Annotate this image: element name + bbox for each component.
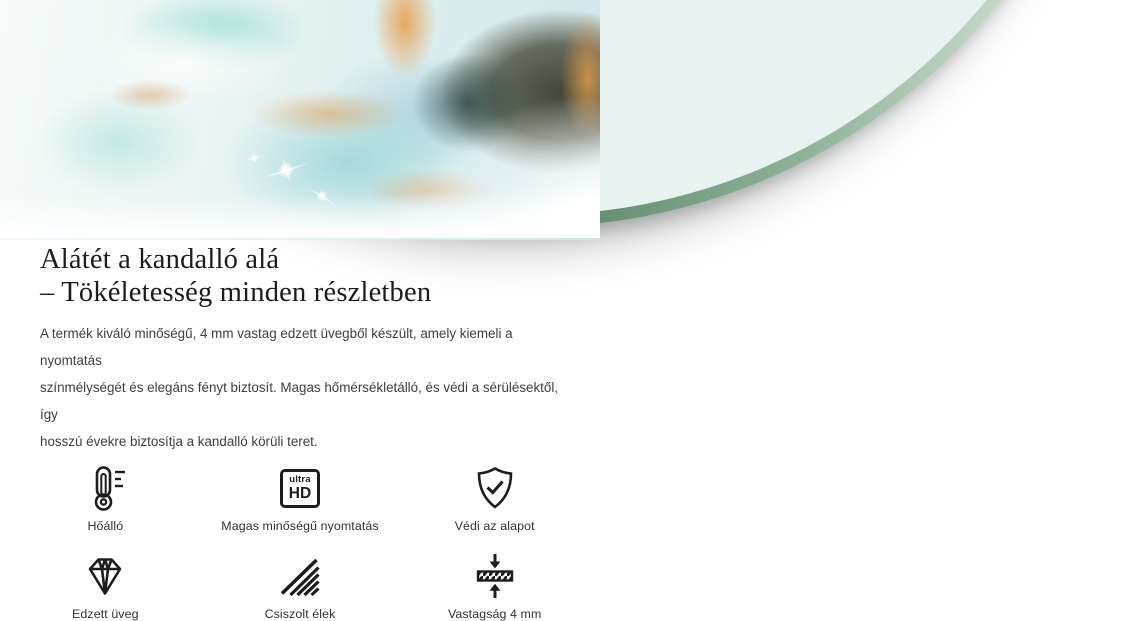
- polished-edges-icon: [276, 553, 324, 599]
- thickness-4mm-icon: [471, 553, 519, 599]
- marble-texture: [0, 0, 600, 240]
- product-hero-image: [0, 0, 600, 238]
- glass-plate-artwork: [0, 0, 1120, 215]
- product-description: [40, 320, 560, 455]
- feature-tempered-glass: [8, 553, 203, 621]
- feature-print-quality: [203, 465, 398, 533]
- shield-check-icon: [471, 465, 519, 511]
- feature-label: Magas minőségű nyomtatás: [221, 519, 379, 533]
- feature-label: Védi az alapot: [454, 519, 535, 533]
- feature-label: Edzett üveg: [72, 607, 139, 621]
- feature-label: Csiszolt élek: [264, 607, 336, 621]
- feature-label: Vastagság 4 mm: [447, 607, 542, 621]
- feature-protects-base: [397, 465, 592, 533]
- page-title-line1: Alátét a kandalló alá: [40, 244, 280, 275]
- description-line: hosszú évekre biztosítja a kandalló körüli teret.: [40, 434, 318, 449]
- feature-label: Hőálló: [87, 519, 124, 533]
- diamond-icon: [81, 553, 129, 599]
- feature-grid: [0, 465, 600, 621]
- thermometer-icon: [81, 465, 129, 511]
- feature-heat-resistant: [8, 465, 203, 533]
- description-line: színmélységét és elegáns fényt biztosít. Magas hőmérsékletálló, és védi a sérülésektől, így: [40, 380, 559, 422]
- page-title-line2: – Tökéletesség minden részletben: [40, 277, 432, 308]
- description-line: A termék kiváló minőségű, 4 mm vastag edzett üvegből készült, amely kiemeli a nyomtatás: [40, 326, 513, 368]
- feature-polished-edges: [203, 553, 398, 621]
- ultra-hd-icon: ultra HD: [280, 465, 320, 511]
- feature-thickness: [397, 553, 592, 621]
- page-title: [40, 243, 560, 309]
